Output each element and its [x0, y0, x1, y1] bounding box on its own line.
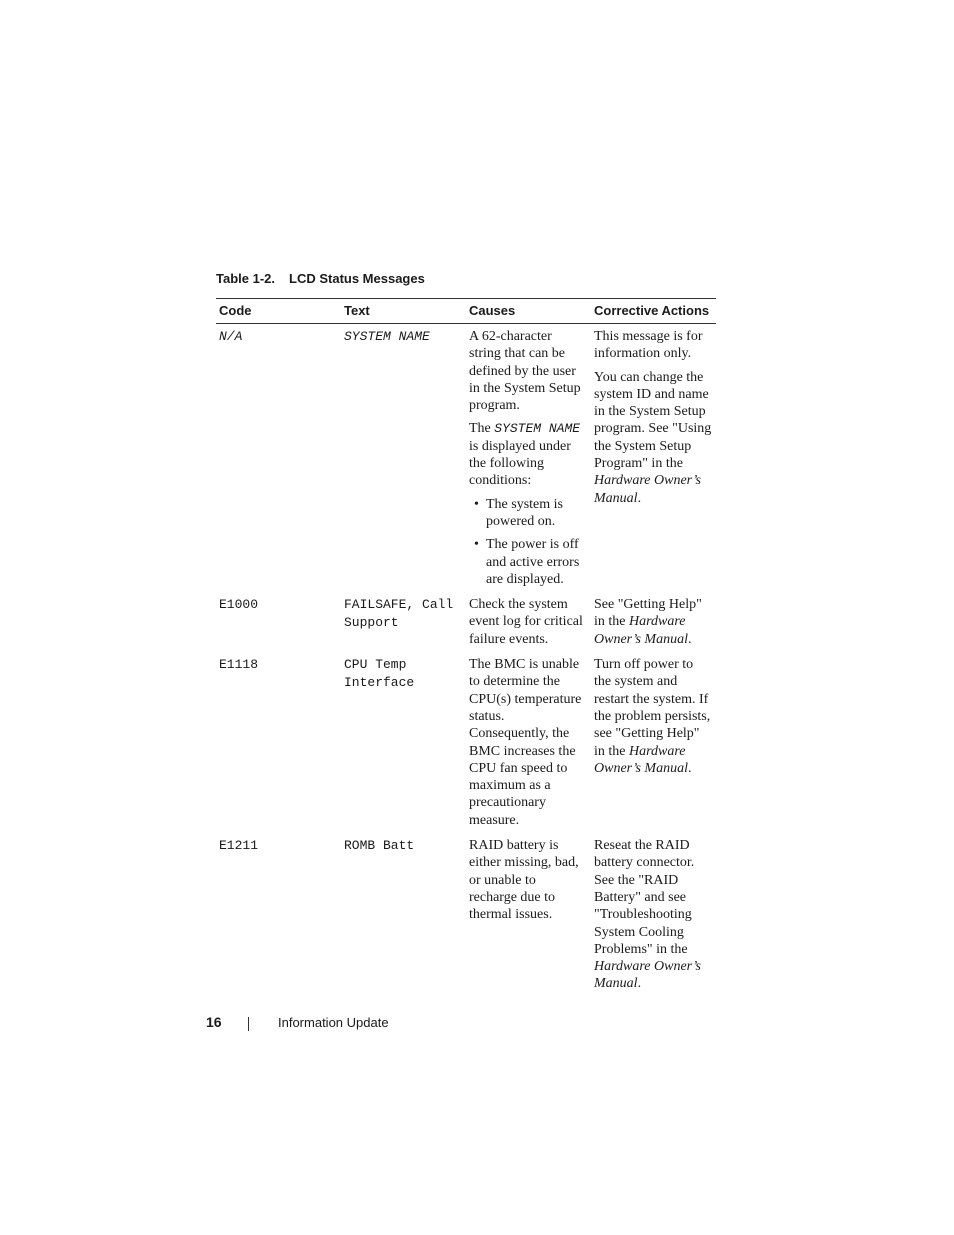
text-cell: CPU Temp Interface — [344, 657, 415, 690]
text-cell: ROMB Batt — [344, 838, 415, 854]
table-row — [216, 594, 716, 654]
actions-cell — [591, 594, 716, 654]
bullet-icon: • — [474, 537, 479, 553]
list-item — [469, 496, 587, 531]
text-cell: FAILSAFE, Call Support — [344, 597, 454, 630]
list-item-text: The system is powered on. — [486, 496, 563, 529]
causes-text: The — [469, 421, 495, 437]
table-number: Table 1-2. — [216, 271, 276, 286]
system-name-term: SYSTEM NAME — [494, 421, 581, 437]
manual-title: Hardware Owner’s Manual — [594, 959, 701, 992]
page-footer — [0, 1014, 954, 1036]
bullet-icon: • — [474, 496, 479, 512]
table-title: LCD Status Messages — [289, 271, 425, 286]
actions-paragraph: This message is for information only. — [594, 329, 703, 362]
actions-text: You can change the system ID and name in the System Setup program. See "Using the System Setup Program" in the — [594, 369, 712, 472]
header-code: Code — [216, 299, 341, 324]
lcd-status-table — [216, 298, 716, 999]
causes-cell: RAID battery is either missing, bad, or unable to recharge due to thermal issues. — [469, 838, 579, 923]
actions-text: See "Getting Help" in the — [594, 597, 702, 630]
conditions-list — [469, 496, 587, 588]
table-row — [216, 324, 716, 595]
footer-separator — [248, 1017, 249, 1031]
table-caption — [216, 271, 425, 286]
causes-text: is displayed under the following conditions: — [469, 438, 571, 489]
table-row — [216, 654, 716, 835]
actions-text-end: . — [688, 760, 692, 776]
actions-text: Reseat the RAID battery connector. See the "RAID Battery" and see "Troubleshooting System Cooling Problems" in the — [594, 838, 695, 957]
actions-text-end: . — [688, 631, 692, 647]
causes-paragraph — [469, 420, 587, 489]
code-cell: E1118 — [219, 657, 259, 673]
code-cell: N/A — [219, 329, 243, 344]
manual-title: Hardware Owner’s Manual — [594, 743, 688, 776]
causes-cell — [466, 324, 591, 595]
list-item-text: The power is off and active errors are displayed. — [486, 537, 580, 587]
actions-text: Turn off power to the system and restart the system. If the problem persists, see "Getting Help" in the — [594, 657, 711, 759]
actions-text-end: . — [637, 976, 642, 992]
running-header: Information Update — [278, 1015, 389, 1030]
actions-cell — [591, 835, 716, 999]
causes-cell: The BMC is unable to determine the CPU(s) temperature status. Consequently, the BMC increases the CPU fan speed to maximum as a precautionary measure. — [469, 657, 582, 828]
actions-cell — [591, 324, 716, 595]
table-header-row — [216, 299, 716, 324]
actions-cell — [591, 654, 716, 835]
text-cell: SYSTEM NAME — [344, 329, 430, 344]
table-row — [216, 835, 716, 999]
causes-paragraph: A 62-character string that can be defined by the user in the System Setup program. — [469, 329, 581, 414]
actions-text-end: . — [637, 490, 642, 506]
header-text: Text — [341, 299, 466, 324]
page-number: 16 — [206, 1014, 222, 1030]
actions-paragraph — [594, 369, 712, 507]
code-cell: E1000 — [219, 597, 259, 613]
list-item — [469, 536, 587, 588]
code-cell: E1211 — [219, 838, 259, 854]
manual-title: Hardware Owner’s Manual — [594, 614, 688, 647]
header-corrective-actions: Corrective Actions — [591, 299, 716, 324]
causes-cell: Check the system event log for critical failure events. — [469, 597, 583, 647]
manual-title: Hardware Owner’s Manual — [594, 473, 701, 506]
header-causes: Causes — [466, 299, 591, 324]
